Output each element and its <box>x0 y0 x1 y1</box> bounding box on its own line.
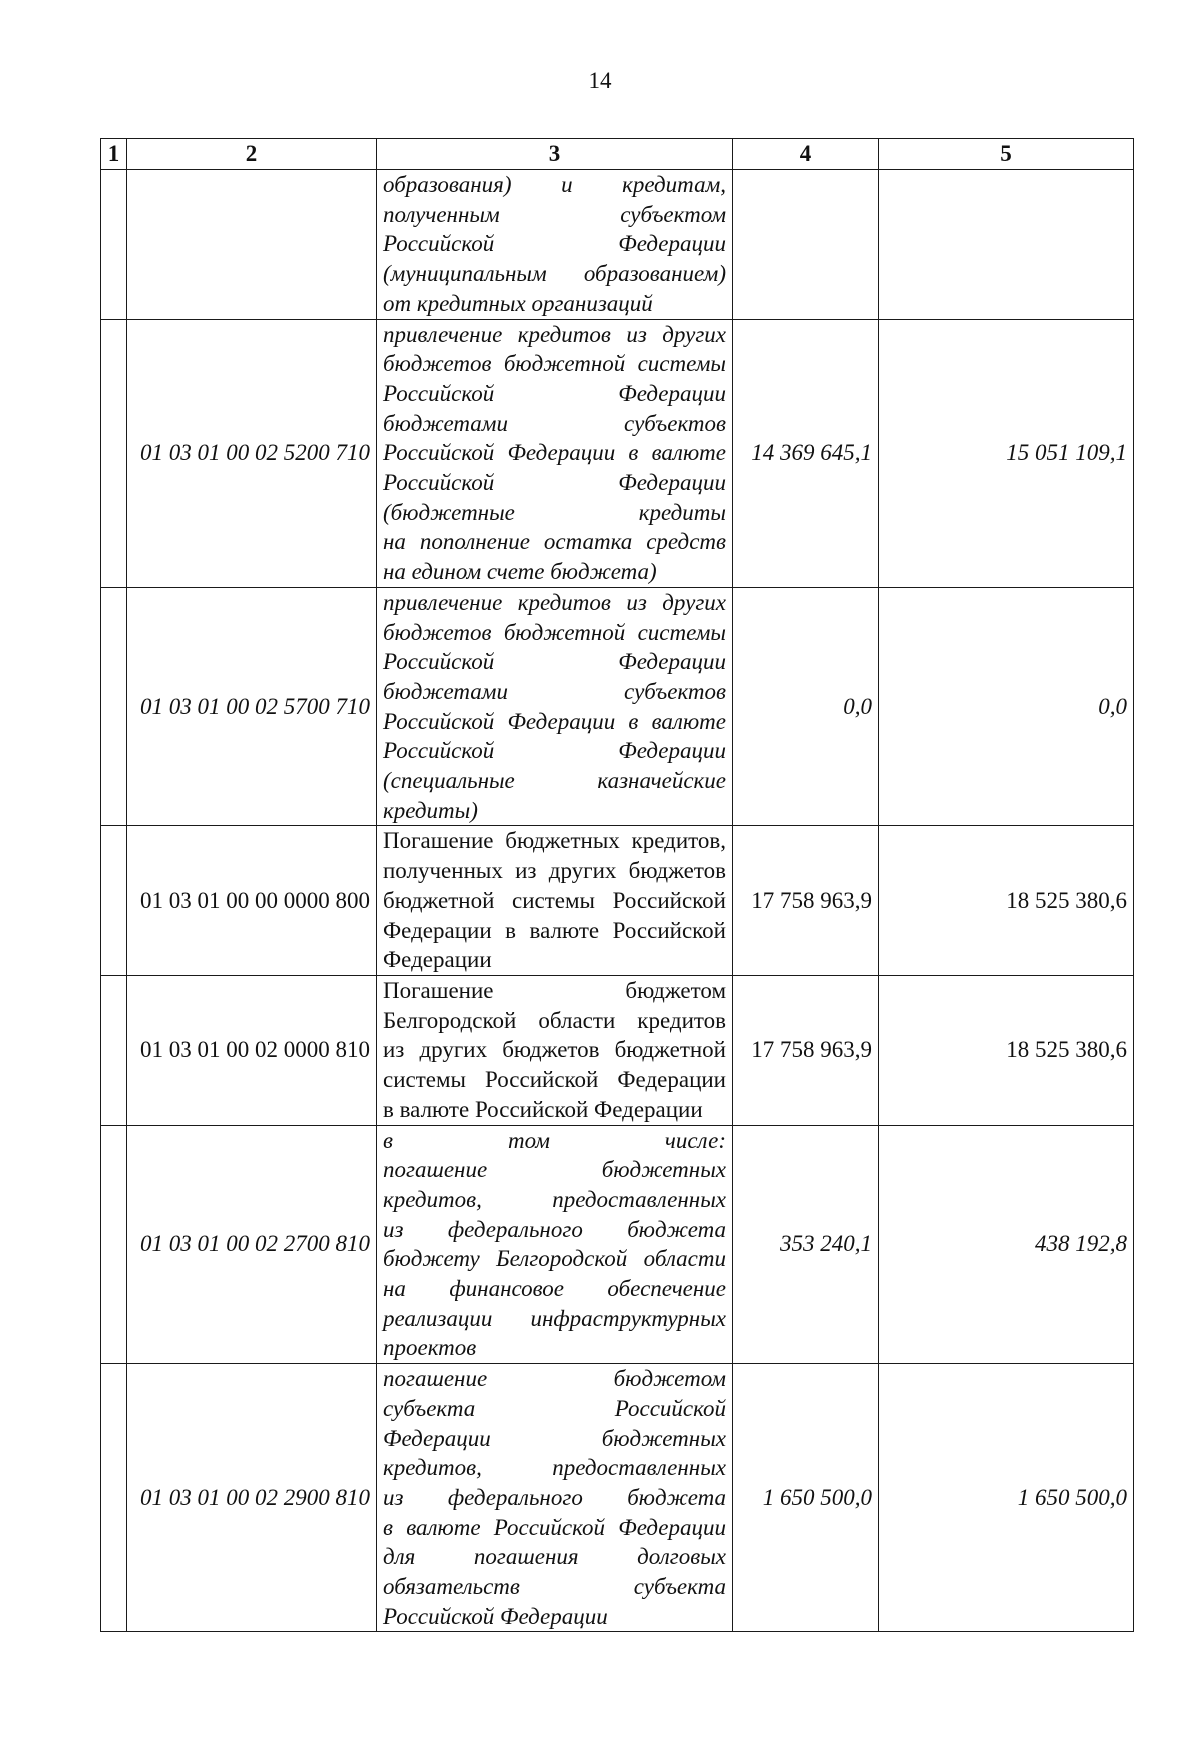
description-line: бюджетов бюджетной системы <box>383 619 726 645</box>
budget-code-cell: 01 03 01 00 00 0000 800 <box>127 826 377 976</box>
header-col-3: 3 <box>377 139 733 170</box>
budget-code-cell: 01 03 01 00 02 2900 810 <box>127 1364 377 1632</box>
description-line: обязательств субъекта <box>383 1574 726 1600</box>
description-line: кредиты) <box>383 797 478 823</box>
header-col-1: 1 <box>101 139 127 170</box>
budget-code-cell: 01 03 01 00 02 5700 710 <box>127 587 377 826</box>
description-cell <box>377 587 733 826</box>
row-index-cell <box>101 826 127 976</box>
description-line: (муниципальным образованием) <box>383 261 726 287</box>
description-line: Российской Федерации <box>383 231 726 257</box>
description-line: из других бюджетов бюджетной <box>383 1037 726 1063</box>
table-row <box>101 1364 1134 1632</box>
description-line: бюджетной системы Российской <box>383 887 726 913</box>
description-line: образования) и кредитам, <box>383 172 726 197</box>
description-line: в валюте Российской Федерации <box>383 1514 726 1540</box>
description-line: Федерации в валюте Российской <box>383 917 726 943</box>
description-line: (специальные казначейские <box>383 768 726 794</box>
description-line: Российской Федерации <box>383 1603 608 1629</box>
row-index-cell <box>101 319 127 587</box>
amount-year-2-cell: 18 525 380,6 <box>879 975 1134 1125</box>
description-line: на финансовое обеспечение <box>383 1276 726 1302</box>
amount-year-2-cell: 18 525 380,6 <box>879 826 1134 976</box>
header-row <box>101 139 1134 170</box>
budget-code-cell: 01 03 01 00 02 2700 810 <box>127 1125 377 1364</box>
description-line: погашение бюджетом <box>383 1366 726 1392</box>
amount-year-1-cell: 353 240,1 <box>733 1125 879 1364</box>
description-line: от кредитных организаций <box>383 290 653 316</box>
description-line: в валюте Российской Федерации <box>383 1096 703 1122</box>
description-line: Белгородской области кредитов <box>383 1007 726 1033</box>
description-line: проектов <box>383 1335 477 1361</box>
description-line: бюджетами субъектов <box>383 410 726 436</box>
description-line: Российской Федерации в валюте <box>383 708 726 734</box>
description-line: Федерации бюджетных <box>383 1425 726 1451</box>
description-line: системы Российской Федерации <box>383 1067 726 1093</box>
description-line: полученных из других бюджетов <box>383 858 726 884</box>
description-line: бюджетов бюджетной системы <box>383 351 726 377</box>
header-col-5: 5 <box>879 139 1134 170</box>
row-index-cell <box>101 975 127 1125</box>
description-cell <box>377 170 733 320</box>
header-col-4: 4 <box>733 139 879 170</box>
row-index-cell <box>101 1125 127 1364</box>
description-line: в том числе: <box>383 1127 726 1153</box>
budget-code-cell: 01 03 01 00 02 0000 810 <box>127 975 377 1125</box>
budget-code-cell: 01 03 01 00 02 5200 710 <box>127 319 377 587</box>
row-index-cell <box>101 170 127 320</box>
description-line: полученным субъектом <box>383 201 726 227</box>
description-line: на едином счете бюджета) <box>383 559 657 585</box>
description-line: Российской Федерации <box>383 738 726 764</box>
description-line: бюджету Белгородской области <box>383 1246 726 1272</box>
page-number: 14 <box>588 68 612 93</box>
description-cell <box>377 1125 733 1364</box>
amount-year-2-cell: 15 051 109,1 <box>879 319 1134 587</box>
description-line: кредитов, предоставленных <box>383 1455 726 1481</box>
description-line: реализации инфраструктурных <box>383 1305 726 1331</box>
amount-year-1-cell: 17 758 963,9 <box>733 975 879 1125</box>
description-line: субъекта Российской <box>383 1395 726 1421</box>
budget-table <box>100 138 1134 1632</box>
amount-year-2-cell: 1 650 500,0 <box>879 1364 1134 1632</box>
amount-year-2-cell <box>879 170 1134 320</box>
row-index-cell <box>101 587 127 826</box>
header-col-2: 2 <box>127 139 377 170</box>
amount-year-1-cell: 0,0 <box>733 587 879 826</box>
table-row <box>101 826 1134 976</box>
description-line: Федерации <box>383 947 492 973</box>
table-row <box>101 975 1134 1125</box>
description-line: Российской Федерации <box>383 649 726 675</box>
table-row <box>101 319 1134 587</box>
description-line: (бюджетные кредиты <box>383 499 726 525</box>
description-line: из федерального бюджета <box>383 1484 726 1510</box>
amount-year-1-cell <box>733 170 879 320</box>
table-row <box>101 1125 1134 1364</box>
description-line: привлечение кредитов из других <box>383 321 726 347</box>
amount-year-2-cell: 0,0 <box>879 587 1134 826</box>
description-line: Погашение бюджетных кредитов, <box>383 828 726 854</box>
description-cell <box>377 826 733 976</box>
description-line: Российской Федерации <box>383 470 726 496</box>
description-cell <box>377 975 733 1125</box>
description-line: Погашение бюджетом <box>383 977 726 1003</box>
table-body <box>101 170 1134 1632</box>
table-row <box>101 587 1134 826</box>
description-line: кредитов, предоставленных <box>383 1186 726 1212</box>
row-index-cell <box>101 1364 127 1632</box>
amount-year-1-cell: 1 650 500,0 <box>733 1364 879 1632</box>
description-line: погашение бюджетных <box>383 1157 726 1183</box>
description-cell <box>377 319 733 587</box>
description-cell <box>377 1364 733 1632</box>
amount-year-2-cell: 438 192,8 <box>879 1125 1134 1364</box>
budget-code-cell <box>127 170 377 320</box>
amount-year-1-cell: 14 369 645,1 <box>733 319 879 587</box>
description-line: на пополнение остатка средств <box>383 529 726 555</box>
amount-year-1-cell: 17 758 963,9 <box>733 826 879 976</box>
description-line: Российской Федерации <box>383 380 726 406</box>
description-line: бюджетами субъектов <box>383 678 726 704</box>
description-line: Российской Федерации в валюте <box>383 440 726 466</box>
description-line: привлечение кредитов из других <box>383 589 726 615</box>
description-line: для погашения долговых <box>383 1544 726 1570</box>
table-row <box>101 170 1134 320</box>
description-line: из федерального бюджета <box>383 1216 726 1242</box>
